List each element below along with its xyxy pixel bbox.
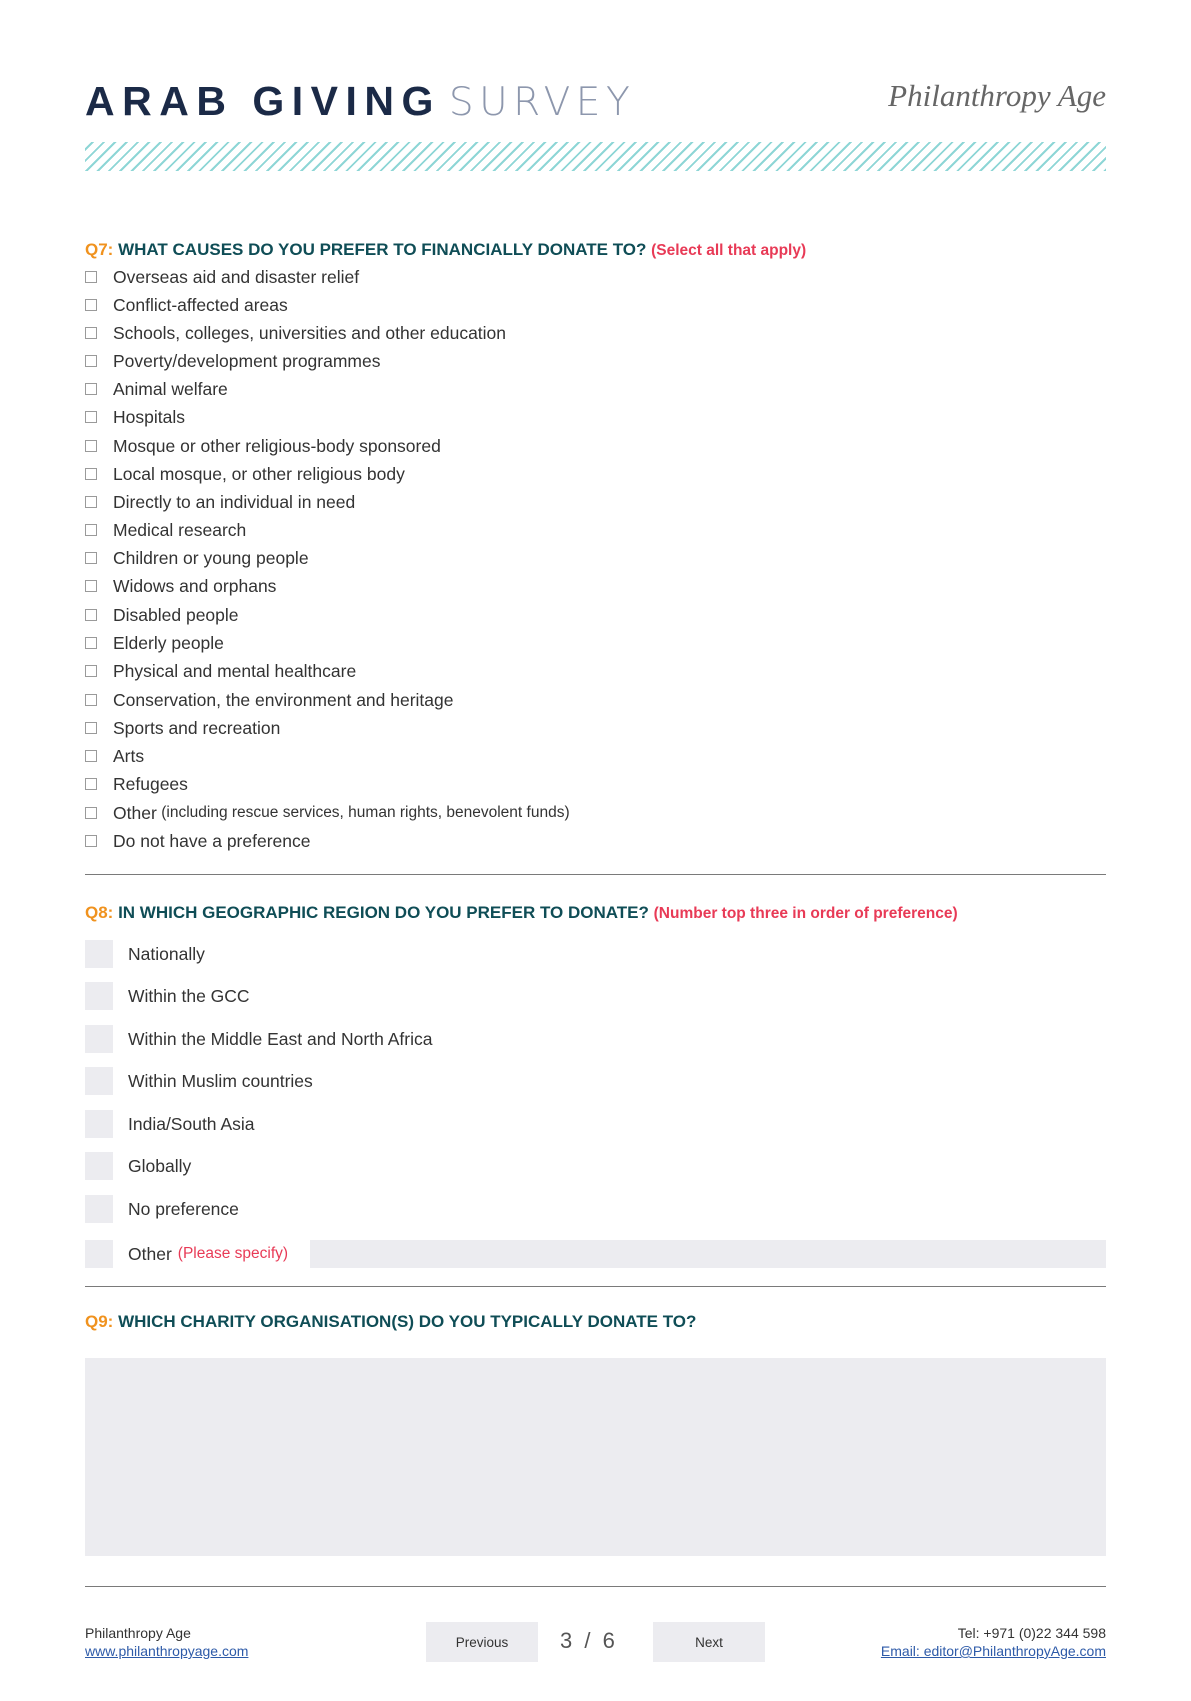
divider (85, 1586, 1106, 1587)
rank-input[interactable] (85, 982, 113, 1010)
page-separator: / (584, 1628, 594, 1653)
checkbox[interactable] (85, 468, 97, 480)
q9-text: WHICH CHARITY ORGANISATION(S) DO YOU TYPICALLY DONATE TO? (118, 1312, 697, 1331)
checkbox[interactable] (85, 609, 97, 621)
q8-option (85, 1195, 239, 1223)
previous-button[interactable]: Previous (426, 1622, 538, 1662)
q8-option (85, 1152, 191, 1180)
title-light: SURVEY (448, 80, 636, 125)
q7-option[interactable] (85, 604, 239, 626)
option-label: Hospitals (113, 406, 185, 427)
q7-option[interactable] (85, 773, 188, 795)
option-label: Children or young people (113, 547, 309, 568)
checkbox[interactable] (85, 299, 97, 311)
q7-option[interactable] (85, 547, 309, 569)
checkbox[interactable] (85, 835, 97, 847)
option-label: Nationally (128, 943, 205, 964)
q7-option[interactable] (85, 463, 405, 485)
checkbox[interactable] (85, 807, 97, 819)
checkbox[interactable] (85, 355, 97, 367)
option-label: Poverty/development programmes (113, 350, 381, 371)
rank-input[interactable] (85, 1110, 113, 1138)
divider (85, 1286, 1106, 1287)
option-label: Animal welfare (113, 378, 228, 399)
checkbox[interactable] (85, 694, 97, 706)
q7-text: WHAT CAUSES DO YOU PREFER TO FINANCIALLY DONATE TO? (118, 240, 647, 259)
option-label: Widows and orphans (113, 575, 277, 596)
footer-contact-right (881, 1624, 1106, 1660)
q7-option[interactable] (85, 660, 356, 682)
q8-option (85, 1110, 254, 1138)
option-label: Sports and recreation (113, 717, 281, 738)
checkbox[interactable] (85, 665, 97, 677)
q7-note: (Select all that apply) (651, 242, 807, 259)
option-label: Medical research (113, 519, 247, 540)
q8-note: (Number top three in order of preference) (653, 905, 958, 922)
q8-option (85, 982, 250, 1010)
q9-heading (85, 1312, 696, 1332)
checkbox[interactable] (85, 580, 97, 592)
q7-option[interactable] (85, 830, 311, 852)
q7-option[interactable] (85, 266, 359, 288)
q7-option[interactable] (85, 322, 506, 344)
hatch-divider (85, 142, 1106, 171)
option-label: Schools, colleges, universities and other education (113, 322, 507, 343)
q7-option[interactable] (85, 632, 224, 654)
checkbox[interactable] (85, 496, 97, 508)
q7-option[interactable] (85, 717, 280, 739)
checkbox[interactable] (85, 411, 97, 423)
option-label: Physical and mental healthcare (113, 660, 357, 681)
option-label: Within Muslim countries (128, 1070, 313, 1091)
brand-logo: Philanthropy Age (888, 78, 1106, 113)
q7-option[interactable] (85, 689, 454, 711)
rank-input[interactable] (85, 1025, 113, 1053)
checkbox[interactable] (85, 637, 97, 649)
q9-number: Q9: (85, 1312, 114, 1331)
title-bold: ARAB GIVING (85, 78, 441, 124)
option-label: India/South Asia (128, 1113, 255, 1134)
option-label: Do not have a preference (113, 830, 311, 851)
q8-option (85, 1025, 432, 1053)
checkbox[interactable] (85, 271, 97, 283)
option-label: Other (128, 1243, 172, 1264)
total-pages: 6 (602, 1628, 618, 1653)
q7-option[interactable] (85, 350, 380, 372)
q8-option (85, 1240, 288, 1268)
rank-input[interactable] (85, 1240, 113, 1268)
option-label: Conservation, the environment and heritage (113, 689, 454, 710)
option-sublabel: (including rescue services, human rights, benevolent funds) (161, 804, 570, 821)
email-link[interactable]: Email: editor@PhilanthropyAge.com (880, 1643, 1106, 1659)
option-label: Within the Middle East and North Africa (128, 1028, 433, 1049)
q7-heading (85, 240, 806, 260)
checkbox[interactable] (85, 524, 97, 536)
q8-heading (85, 903, 958, 923)
current-page: 3 (560, 1628, 576, 1653)
q7-option[interactable] (85, 491, 355, 513)
option-label: Elderly people (113, 632, 224, 653)
divider (85, 874, 1106, 875)
footer-contact-left (85, 1624, 248, 1660)
option-label: Globally (128, 1155, 192, 1176)
checkbox[interactable] (85, 440, 97, 452)
other-specify-field[interactable] (310, 1240, 1106, 1268)
q7-option[interactable] (85, 745, 144, 767)
q8-text: IN WHICH GEOGRAPHIC REGION DO YOU PREFER TO DONATE? (118, 903, 649, 922)
website-link[interactable]: www.philanthropyage.com (85, 1643, 249, 1659)
checkbox[interactable] (85, 383, 97, 395)
q8-number: Q8: (85, 903, 114, 922)
option-label: Disabled people (113, 604, 239, 625)
q8-option (85, 1067, 313, 1095)
q7-option[interactable] (85, 519, 246, 541)
footer-tel: Tel: +971 (0)22 344 598 (957, 1625, 1106, 1641)
option-label: No preference (128, 1198, 239, 1219)
page-indicator (560, 1628, 618, 1654)
q7-number: Q7: (85, 240, 114, 259)
option-label: Arts (113, 745, 145, 766)
checkbox[interactable] (85, 327, 97, 339)
option-label: Other (113, 802, 157, 823)
q7-option[interactable] (85, 435, 441, 457)
rank-input[interactable] (85, 1067, 113, 1095)
q7-option[interactable] (85, 575, 276, 597)
charity-organisations-field[interactable] (85, 1358, 1106, 1556)
footer-org: Philanthropy Age (85, 1625, 191, 1641)
option-label: Within the GCC (128, 985, 250, 1006)
option-label: Local mosque, or other religious body (113, 463, 405, 484)
option-label: Refugees (113, 773, 188, 794)
q7-option[interactable] (85, 378, 228, 400)
option-label: Mosque or other religious-body sponsored (113, 435, 441, 456)
next-button[interactable]: Next (653, 1622, 765, 1662)
q7-option[interactable] (85, 406, 185, 428)
q7-option[interactable] (85, 802, 570, 824)
survey-header (85, 78, 1106, 125)
rank-input[interactable] (85, 1152, 113, 1180)
checkbox[interactable] (85, 750, 97, 762)
option-label: Overseas aid and disaster relief (113, 266, 360, 287)
option-label: Conflict-affected areas (113, 294, 288, 315)
checkbox[interactable] (85, 778, 97, 790)
q7-option[interactable] (85, 294, 288, 316)
option-note: (Please specify) (177, 1245, 289, 1262)
option-label: Directly to an individual in need (113, 491, 356, 512)
rank-input[interactable] (85, 940, 113, 968)
checkbox[interactable] (85, 722, 97, 734)
checkbox[interactable] (85, 552, 97, 564)
q8-option (85, 940, 205, 968)
rank-input[interactable] (85, 1195, 113, 1223)
